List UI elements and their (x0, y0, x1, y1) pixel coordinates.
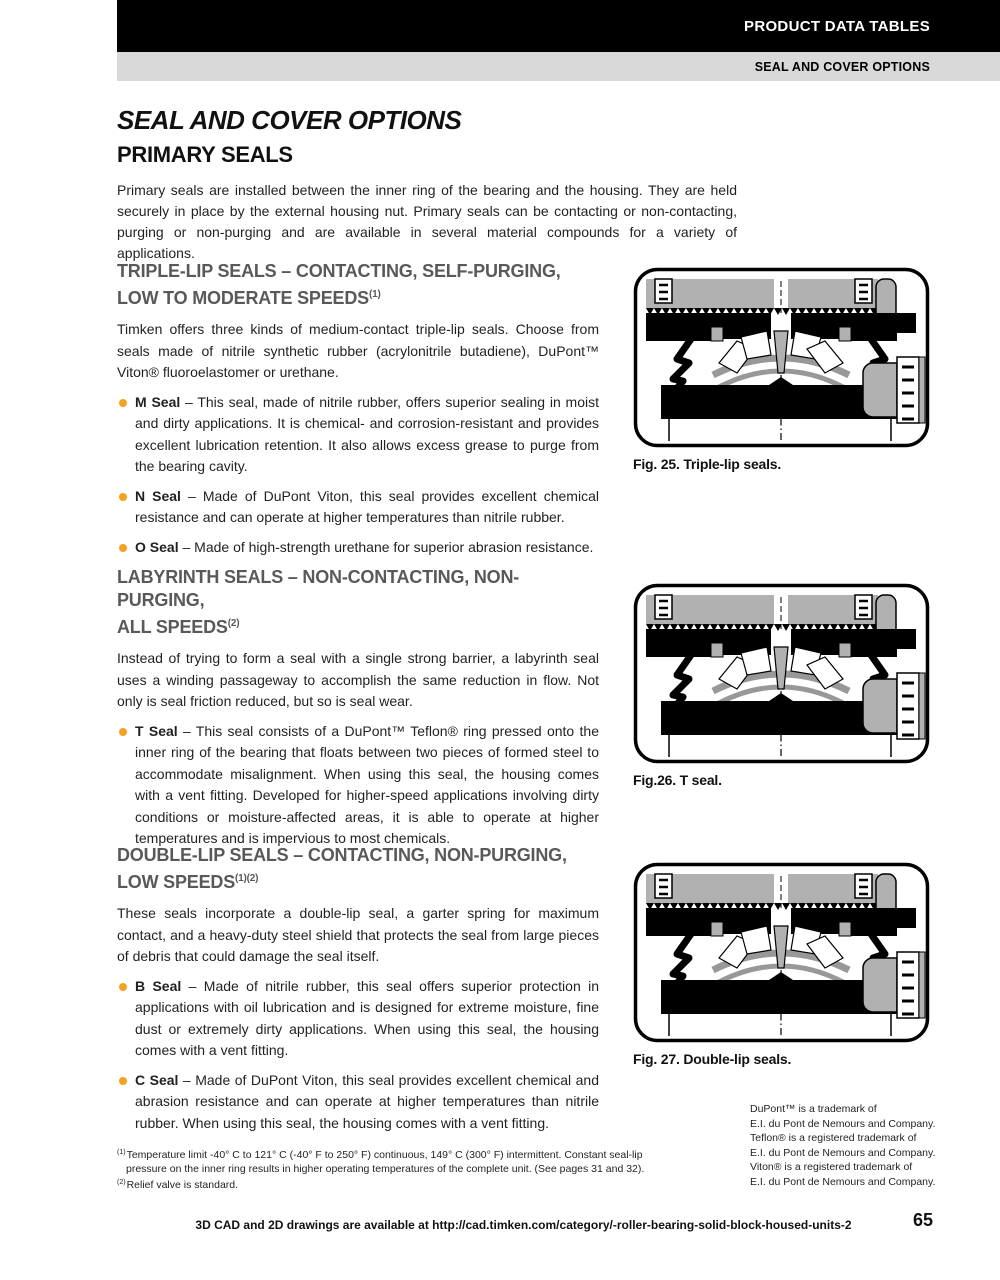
header-bar-title: PRODUCT DATA TABLES (744, 17, 930, 35)
figure-box (633, 862, 930, 1043)
trademark-line: DuPont™ is a trademark of (750, 1103, 877, 1115)
bullet-list (117, 976, 599, 1135)
seal-name-label: C Seal (135, 1071, 179, 1088)
figure-double-lip-seals (633, 862, 930, 1067)
figure-box (633, 267, 930, 448)
figure-caption: Fig. 25. Triple-lip seals. (633, 456, 782, 472)
figure-triple-lip-seals (633, 267, 930, 472)
footnotes (117, 1146, 682, 1193)
page-number: 65 (912, 1210, 933, 1230)
section-heading-line2: LOW SPEEDS (117, 872, 236, 892)
trademark-line: Teflon® is a registered trademark of (750, 1132, 917, 1145)
bullet-text: – This seal consists of a DuPont™ Teflon® ring pressed onto the inner ring of the bearing that floats between two pieces of formed steel to accommodate misalignment. When using this seal, the housing comes with a vent fitting. Developed for higher-speed applications involving dirty conditions or moisture-affected areas, it is able to operate at higher temperatures and is impervious to most chemicals. (135, 722, 599, 846)
section-heading (117, 260, 599, 310)
seal-name-label: T Seal (135, 722, 178, 739)
section-heading-line2: LOW TO MODERATE SPEEDS (117, 288, 369, 308)
trademark-line: E.I. du Pont de Nemours and Company. (750, 1175, 936, 1188)
bullet-list (117, 721, 599, 850)
bearing-cross-section-diagram (633, 583, 930, 764)
footnote-marker: (1)(2) (235, 873, 259, 884)
section-paragraph: Instead of trying to form a seal with a single strong barrier, a labyrinth seal uses a winding passageway to accomplish the same reduction in flow. Not only is seal friction reduced, but so is seal wear. (117, 650, 599, 709)
section-heading-line1: DOUBLE-LIP SEALS – CONTACTING, NON-PURGING, (117, 845, 567, 865)
bullet-text: – Made of DuPont Viton, this seal provides excellent chemical and abrasion resistance and can operate at higher temperatures than nitrile rubber. When using this seal, the housing comes with a vent fitting. (135, 1071, 599, 1131)
bullet-dot-icon (119, 493, 127, 501)
bullet-text: – This seal, made of nitrile rubber, offers superior sealing in moist and dirty applications. It is chemical- and corrosion-resistant and provides excellent lubrication retention. It also allows excess grease to purge from the bearing cavity. (135, 393, 599, 474)
seal-name-label: B Seal (135, 977, 182, 994)
section-paragraph: These seals incorporate a double-lip seal, a garter spring for maximum contact, and a heavy-duty steel shield that protects the seal from large pieces of debris that could damage the seal itself. (117, 905, 599, 964)
section-labyrinth-seals (117, 566, 599, 850)
section-heading-line1: LABYRINTH SEALS – NON-CONTACTING, NON-PURGING, (117, 567, 520, 610)
subheader-bar (117, 52, 1000, 81)
section-heading-line1: TRIPLE-LIP SEALS – CONTACTING, SELF-PURGING, (117, 261, 561, 281)
figure-caption: Fig.26. T seal. (633, 772, 722, 788)
footer-note: 3D CAD and 2D drawings are available at http://cad.timken.com/category/-roller-bearing-solid-block-housed-units-2 (195, 1218, 852, 1232)
figure-box (633, 583, 930, 764)
trademark-line: E.I. du Pont de Nemours and Company. (750, 1117, 936, 1130)
bullet-item (117, 537, 599, 559)
seal-name-label: N Seal (135, 487, 181, 504)
bullet-dot-icon (119, 1077, 127, 1085)
bullet-text: – Made of nitrile rubber, this seal offers superior protection in applications with oil lubrication and is designed for extreme moisture, fine dust or extremely dirty applications. When using this seal, the housing comes with a vent fitting. (135, 977, 599, 1058)
seal-name-label: M Seal (135, 393, 181, 410)
footnote-marker: (1) (117, 1149, 126, 1156)
header-bar (117, 0, 1000, 52)
trademark-note (750, 1102, 940, 1190)
section-heading (117, 566, 599, 639)
section-double-lip-seals (117, 844, 599, 1134)
footnote-text: Relief valve is standard. (126, 1179, 239, 1191)
figure-t-seal (633, 583, 930, 788)
bearing-cross-section-diagram (633, 862, 930, 1043)
section-paragraph: Timken offers three kinds of medium-contact triple-lip seals. Choose from seals made of nitrile synthetic rubber (acrylonitrile butadiene), DuPont™ Viton® fluoroelastomer or urethane. (117, 321, 599, 380)
bullet-item (117, 721, 599, 850)
footnote-marker: (1) (368, 289, 381, 300)
intro-paragraph: Primary seals are installed between the inner ring of the bearing and the housing. They are held securely in place by the external housing nut. Primary seals can be contacting or non-contacting, purging or non-purging and are available in several material compounds for a variety of applications. (117, 182, 737, 261)
bullet-dot-icon (119, 728, 127, 736)
bullet-dot-icon (119, 983, 127, 991)
section-triple-lip-seals (117, 260, 599, 558)
section-heading (117, 844, 599, 894)
bullet-text: – Made of DuPont Viton, this seal provides excellent chemical resistance and can operate at higher temperatures than nitrile rubber. (135, 487, 599, 525)
section-heading-line2: ALL SPEEDS (117, 617, 228, 637)
subheader-bar-title: SEAL AND COVER OPTIONS (754, 59, 930, 74)
footnote-text: Temperature limit -40° C to 121° C (-40° F to 250° F) continuous, 149° C (300° F) intermittent. Constant seal-lip pressure on the inner ring results in higher operating temperatures of the complete unit. (See pages 31 and 32). (126, 1149, 645, 1175)
bullet-item (117, 392, 599, 478)
footnote-marker: (2) (117, 1179, 126, 1186)
bullet-list (117, 392, 599, 559)
footnote-item (117, 1146, 682, 1176)
trademark-line: E.I. du Pont de Nemours and Company. (750, 1146, 936, 1159)
footnote-marker: (2) (227, 618, 240, 629)
bullet-dot-icon (119, 399, 127, 407)
figure-caption: Fig. 27. Double-lip seals. (633, 1051, 792, 1067)
bullet-item (117, 1070, 599, 1135)
footnote-item (117, 1176, 682, 1193)
page-subtitle: PRIMARY SEALS (117, 142, 293, 167)
trademark-line: Viton® is a registered trademark of (750, 1161, 913, 1174)
bullet-text: – Made of high-strength urethane for superior abrasion resistance. (178, 538, 594, 555)
page-title: SEAL AND COVER OPTIONS (117, 105, 462, 135)
bullet-item (117, 486, 599, 529)
bullet-dot-icon (119, 544, 127, 552)
bullet-item (117, 976, 599, 1062)
seal-name-label: O Seal (135, 538, 179, 555)
bearing-cross-section-diagram (633, 267, 930, 448)
